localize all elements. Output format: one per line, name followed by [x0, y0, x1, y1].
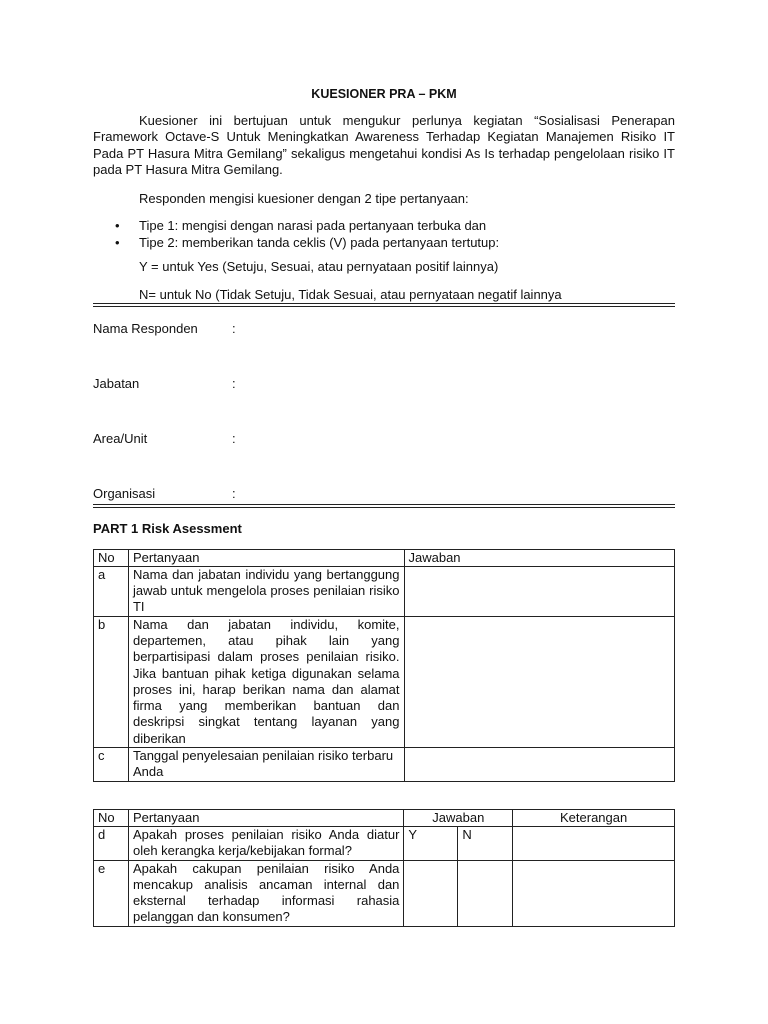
row-question: Apakah proses penilaian risiko Anda diatur oleh kerangka kerja/kebijakan formal? — [128, 826, 403, 860]
field-label: Area/Unit — [93, 431, 148, 446]
field-colon: : — [232, 431, 236, 446]
header-keterangan: Keterangan — [513, 809, 675, 826]
field-label: Nama Responden — [93, 321, 198, 336]
table-row — [94, 860, 675, 926]
table-header-row — [94, 549, 675, 566]
question-type-list — [93, 217, 675, 251]
field-organisasi[interactable] — [93, 486, 675, 502]
yes-cell[interactable]: Y — [404, 826, 458, 860]
no-cell[interactable] — [458, 860, 513, 926]
no-cell[interactable]: N — [458, 826, 513, 860]
answer-cell[interactable] — [404, 616, 675, 747]
risk-table-open — [93, 549, 675, 782]
table-row — [94, 826, 675, 860]
list-item — [93, 234, 675, 251]
table-row — [94, 566, 675, 616]
type-2-text: Tipe 2: memberikan tanda ceklis (V) pada pertanyaan tertutup: — [139, 235, 500, 250]
risk-table-closed — [93, 809, 675, 927]
field-colon: : — [232, 321, 236, 336]
bullet-icon: • — [115, 218, 120, 233]
row-question: Nama dan jabatan individu yang bertanggung jawab untuk mengelola proses penilaian risiko TI — [128, 566, 404, 616]
field-label: Jabatan — [93, 376, 140, 391]
intro-paragraph: Kuesioner ini bertujuan untuk mengukur perlunya kegiatan “Sosialisasi Penerapan Framework Octave-S Untuk Meningkatkan Awareness Terhadap Kegiatan Manajemen Risiko IT Pada PT Hasura Mitra Gemilang” sekaligus mengetahui kondisi As Is terhadap pengelolaan risiko IT pada PT Hasura Mitra Gemilang. — [93, 112, 675, 177]
header-pertanyaan: Pertanyaan — [128, 809, 403, 826]
field-label: Organisasi — [93, 486, 156, 501]
list-item — [93, 217, 675, 234]
field-colon: : — [232, 486, 236, 501]
header-jawaban: Jawaban — [404, 549, 675, 566]
field-area-unit[interactable] — [93, 431, 675, 447]
document-title: KUESIONER PRA – PKM — [311, 87, 457, 101]
field-colon: : — [232, 376, 236, 391]
no-definition: N= untuk No (Tidak Setuju, Tidak Sesuai, atau pernyataan negatif lainnya — [139, 286, 562, 302]
table-row — [94, 748, 675, 782]
table-header-row — [94, 809, 675, 826]
answer-cell[interactable] — [404, 566, 675, 616]
row-question: Apakah cakupan penilaian risiko Anda mencakup analisis ancaman internal dan eksternal terhadap informasi rahasia pelanggan dan konsumen? — [128, 860, 403, 926]
header-pertanyaan: Pertanyaan — [128, 549, 404, 566]
row-no: e — [94, 860, 129, 926]
part-title: PART 1 Risk Asessment — [93, 521, 242, 536]
header-no: No — [94, 809, 129, 826]
yes-cell[interactable] — [404, 860, 458, 926]
yes-definition: Y = untuk Yes (Setuju, Sesuai, atau pernyataan positif lainnya) — [139, 259, 499, 274]
respondent-note: Responden mengisi kuesioner dengan 2 tipe pertanyaan: — [139, 190, 469, 206]
table-row — [94, 616, 675, 747]
row-question: Tanggal penyelesaian penilaian risiko terbaru Anda — [128, 748, 404, 782]
double-divider — [93, 504, 675, 508]
row-no: d — [94, 826, 129, 860]
field-nama-responden[interactable] — [93, 321, 675, 337]
type-1-text: Tipe 1: mengisi dengan narasi pada pertanyaan terbuka dan — [139, 218, 487, 233]
row-no: c — [94, 748, 129, 782]
field-jabatan[interactable] — [93, 376, 675, 392]
row-no: b — [94, 616, 129, 747]
keterangan-cell[interactable] — [513, 860, 675, 926]
document-page — [93, 86, 675, 927]
row-question: Nama dan jabatan individu, komite, departemen, atau pihak lain yang berpartisipasi dalam proses penilaian risiko. Jika bantuan pihak ketiga digunakan selama proses ini, harap berikan nama dan alamat firma yang memberikan bantuan dan deskripsi singkat tentang layanan yang diberikan — [128, 616, 404, 747]
answer-cell[interactable] — [404, 748, 675, 782]
header-jawaban: Jawaban — [404, 809, 513, 826]
bullet-icon: • — [115, 235, 120, 250]
header-no: No — [94, 549, 129, 566]
row-no: a — [94, 566, 129, 616]
keterangan-cell[interactable] — [513, 826, 675, 860]
